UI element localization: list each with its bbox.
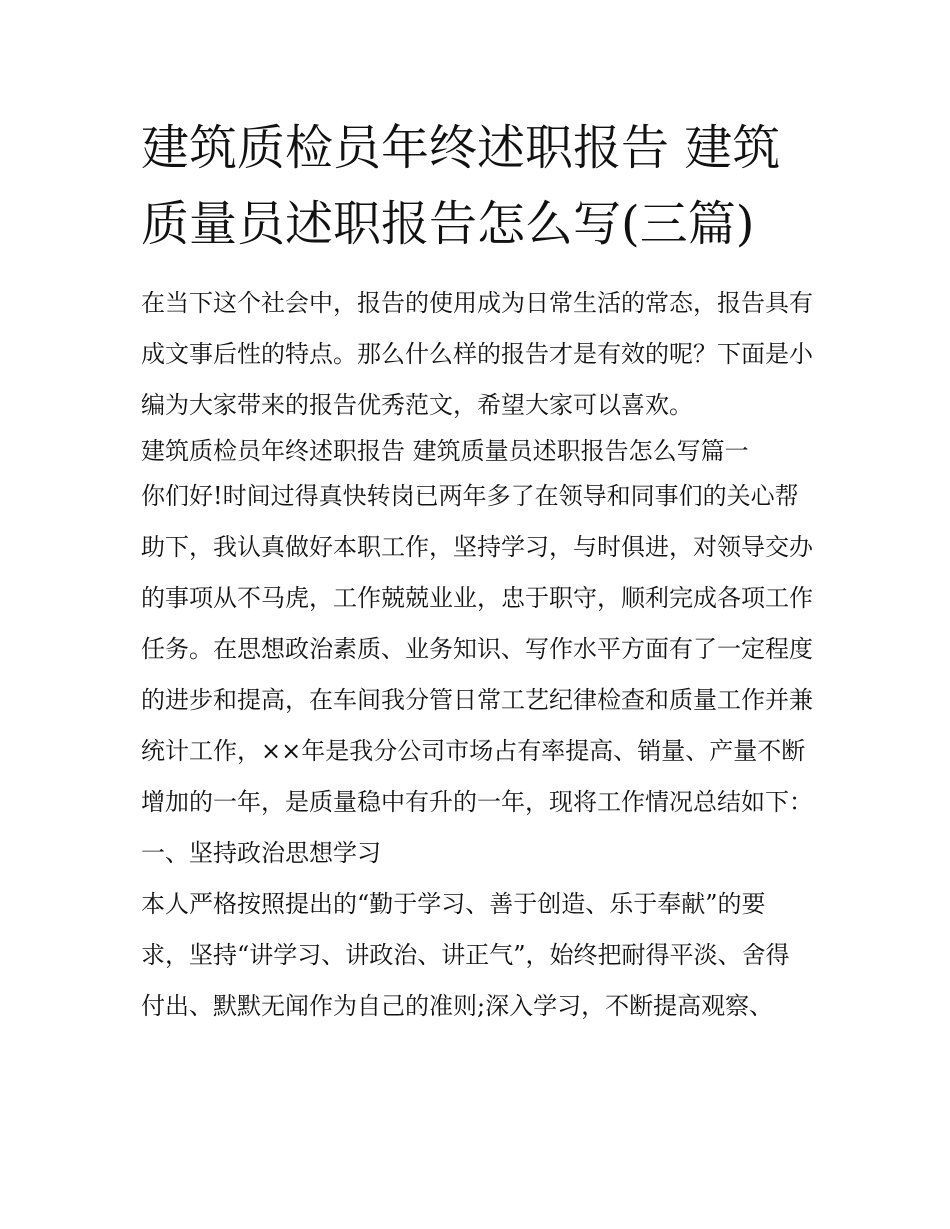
section-heading: 建筑质检员年终述职报告 建筑质量员述职报告怎么写篇一 [141,437,749,465]
document-title: 建筑质检员年终述职报告 建筑质量员述职报告怎么写(三篇) [141,120,781,252]
intro-paragraph: 在当下这个社会中，报告的使用成为日常生活的常态，报告具有成文事后性的特点。那么什么样的报告才是有效的呢？下面是小编为大家带来的报告优秀范文，希望大家可以喜欢。 [141,289,813,419]
document-body [141,110,813,1032]
body-paragraph-1: 你们好!时间过得真快转岗已两年多了在领导和同事们的关心帮助下，我认真做好本职工作，坚持学习，与时俱进，对领导交办的事项从不马虎，工作兢兢业业，忠于职守，顺利完成各项工作任务。在思想政治素质、业务知识、写作水平方面有了一定程度的进步和提高，在车间我分管日常工艺纪律检查和质量工作并兼统计工作，××年是我分公司市场占有率提高、销量、产量不断增加的一年，是质量稳中有升的一年，现将工作情况总结如下： [141,482,813,816]
body-paragraph-2: 本人严格按照提出的“勤于学习、善于创造、乐于奉献”的要求，坚持“讲学习、讲政治、讲正气”，始终把耐得平淡、舍得付出、默默无闻作为自己的准则;深入学习，不断提高观察、 [141,890,790,1020]
subheading-1: 一、坚持政治思想学习 [141,839,381,867]
